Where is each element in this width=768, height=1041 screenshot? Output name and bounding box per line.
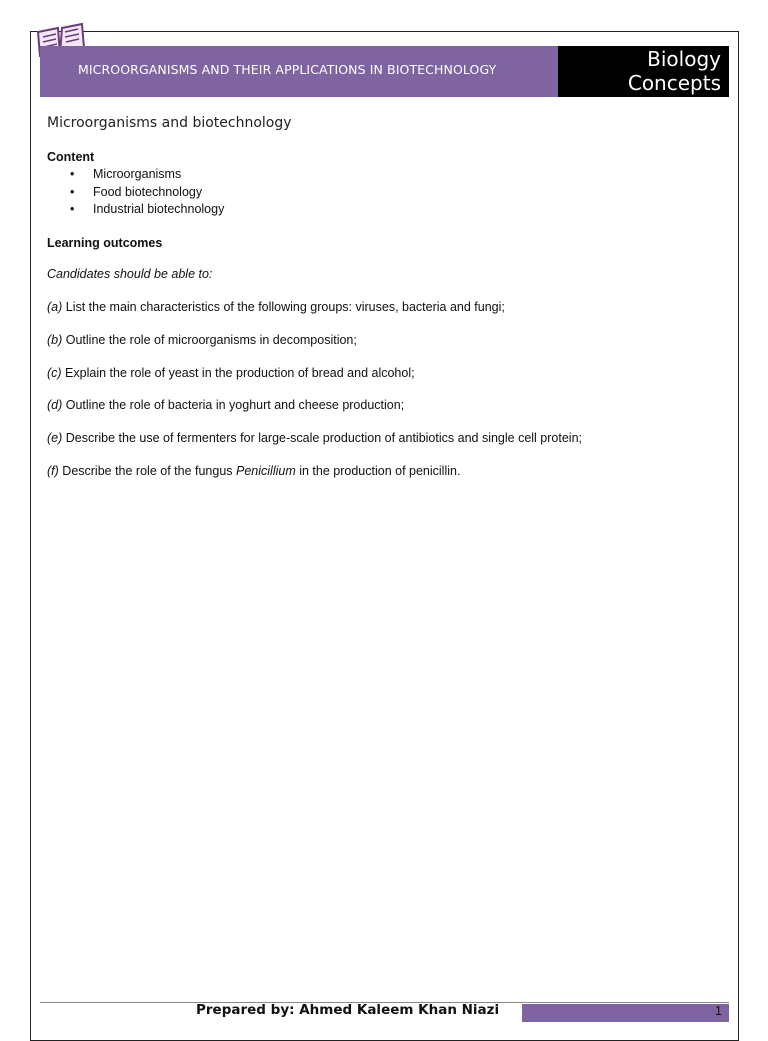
outcome-text: Outline the role of microorganisms in decomposition;	[62, 333, 357, 347]
outcome-item	[47, 398, 404, 412]
outcome-letter: (f)	[47, 464, 59, 478]
outcome-text: Outline the role of bacteria in yoghurt and cheese production;	[62, 398, 405, 412]
outcome-item	[47, 300, 505, 314]
list-item: • Microorganisms	[47, 166, 224, 184]
document-subtitle: Microorganisms and biotechnology	[47, 115, 292, 131]
outcome-text: List the main characteristics of the following groups: viruses, bacteria and fungi;	[62, 300, 505, 314]
learning-outcomes-intro: Candidates should be able to:	[47, 267, 213, 281]
list-item: • Industrial biotechnology	[47, 201, 224, 219]
outcome-item	[47, 431, 582, 445]
outcome-letter: (a)	[47, 300, 63, 314]
outcome-letter: (b)	[47, 333, 63, 347]
outcome-letter: (d)	[47, 398, 63, 412]
brand-box	[558, 46, 729, 97]
outcome-letter: (e)	[47, 431, 63, 445]
learning-outcomes-heading: Learning outcomes	[47, 236, 163, 250]
outcome-text: Describe the use of fermenters for large-scale production of antibiotics and single cell protein;	[62, 431, 582, 445]
footer-prepared-by: Prepared by: Ahmed Kaleem Khan Niazi	[196, 1002, 500, 1018]
brand-line-1: Biology	[647, 47, 721, 71]
page-number: 1	[715, 1004, 722, 1018]
outcome-item	[47, 464, 460, 478]
content-heading: Content	[47, 150, 95, 164]
outcome-item	[47, 366, 415, 380]
header-title: MICROORGANISMS AND THEIR APPLICATIONS IN BIOTECHNOLOGY	[78, 62, 497, 77]
outcome-item	[47, 333, 357, 347]
outcome-letter: (c)	[47, 366, 62, 380]
footer-band	[522, 1004, 729, 1022]
content-list	[47, 166, 224, 219]
outcome-text: in the production of penicillin.	[295, 464, 461, 478]
outcome-text: Explain the role of yeast in the production of bread and alcohol;	[61, 366, 415, 380]
species-name: Penicillium	[236, 464, 296, 478]
outcome-text: Describe the role of the fungus	[58, 464, 236, 478]
brand-line-2: Concepts	[627, 71, 721, 95]
list-item: • Food biotechnology	[47, 184, 224, 202]
